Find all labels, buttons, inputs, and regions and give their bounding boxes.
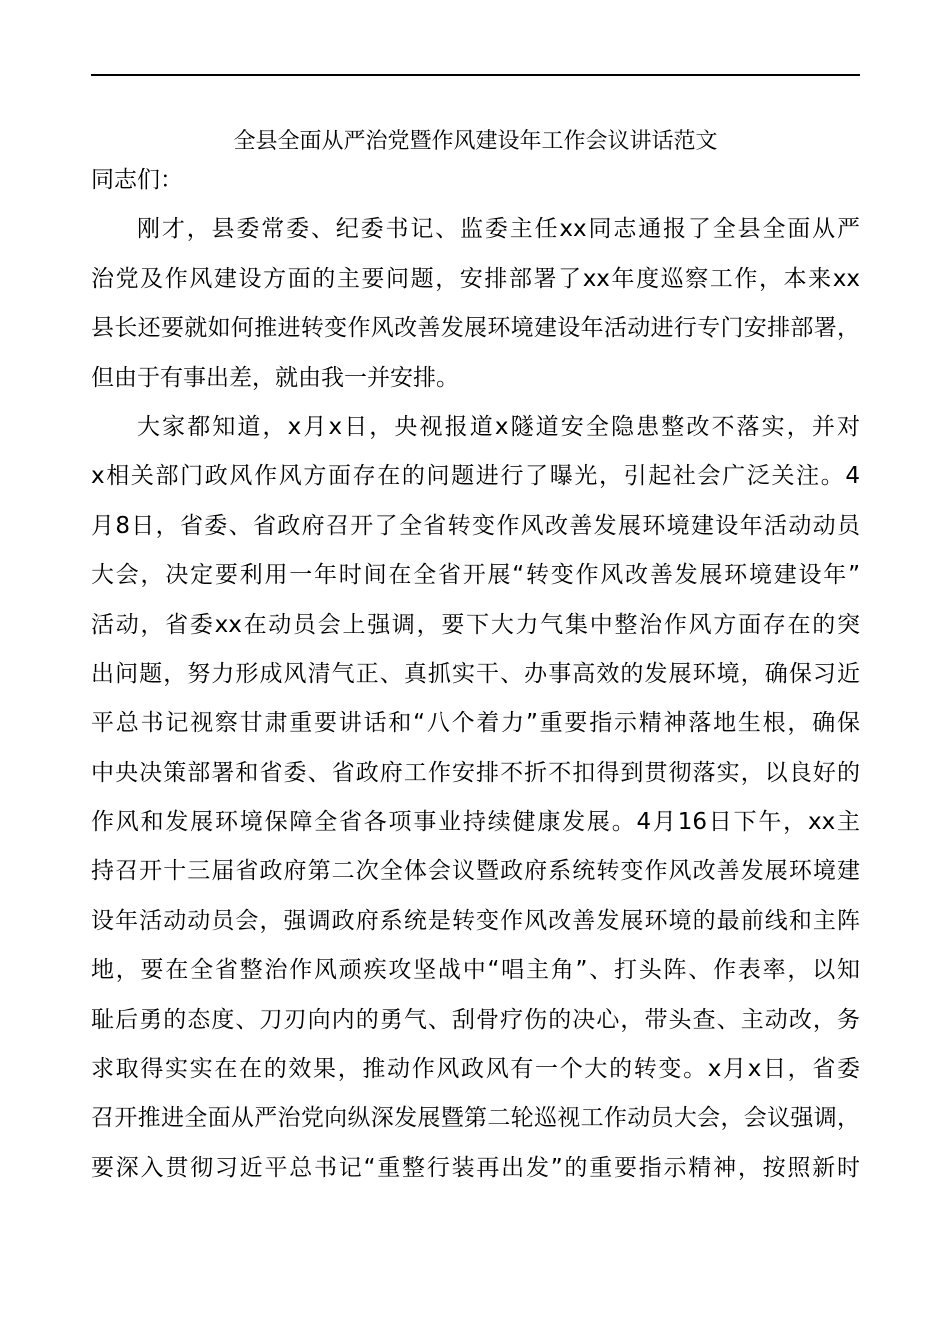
paragraph-line: 求取得实实在在的效果，推动作风政风有一个大的转变。x月x日，省委 (91, 1056, 860, 1083)
paragraph-line: 县长还要就如何推进转变作风改善发展环境建设年活动进行专门安排部署， (91, 315, 860, 342)
paragraph-line: 活动，省委xx在动员会上强调，要下大力气集中整治作风方面存在的突 (91, 611, 860, 638)
paragraph-line: 设年活动动员会，强调政府系统是转变作风改善发展环境的最前线和主阵 (91, 907, 860, 934)
paragraph-line: 召开推进全面从严治党向纵深发展暨第二轮巡视工作动员大会，会议强调， (91, 1105, 860, 1132)
paragraph-line: 平总书记视察甘肃重要讲话和“八个着力”重要指示精神落地生根，确保 (91, 710, 860, 737)
paragraph-line: 作风和发展环境保障全省各项事业持续健康发展。4月16日下午，xx主 (91, 809, 860, 836)
header-rule (91, 74, 860, 76)
paragraph-1 (91, 205, 860, 403)
paragraph-line: x相关部门政风作风方面存在的问题进行了曝光，引起社会广泛关注。4 (91, 463, 860, 490)
paragraph-line: 出问题，努力形成风清气正、真抓实干、办事高效的发展环境，确保习近 (91, 660, 860, 687)
paragraph-line: 但由于有事出差，就由我一并安排。 (91, 364, 459, 391)
paragraph-line: 地，要在全省整治作风顽疾攻坚战中“唱主角”、打头阵、作表率，以知 (91, 957, 860, 984)
salutation: 同志们： (91, 167, 183, 193)
paragraph-line: 耻后勇的态度、刀刃向内的勇气、刮骨疗伤的决心，带头查、主动改，务 (91, 1006, 860, 1033)
paragraph-line: 持召开十三届省政府第二次全体会议暨政府系统转变作风改善发展环境建 (91, 858, 860, 885)
paragraph-line: 中央决策部署和省委、省政府工作安排不折不扣得到贯彻落实，以良好的 (91, 759, 860, 786)
paragraph-2 (91, 403, 860, 1193)
paragraph-line: 大家都知道，x月x日，央视报道x隧道安全隐患整改不落实，并对 (137, 413, 860, 440)
document-title: 全县全面从严治党暨作风建设年工作会议讲话范文 (233, 129, 718, 154)
paragraph-line: 月8日，省委、省政府召开了全省转变作风改善发展环境建设年活动动员 (91, 512, 860, 539)
paragraph-line: 刚才，县委常委、纪委书记、监委主任xx同志通报了全县全面从严 (137, 216, 860, 243)
paragraph-line: 治党及作风建设方面的主要问题，安排部署了xx年度巡察工作，本来xx (91, 265, 860, 292)
paragraph-line: 要深入贯彻习近平总书记“重整行装再出发”的重要指示精神，按照新时 (91, 1154, 860, 1181)
document-body (91, 156, 860, 1193)
paragraph-line: 大会，决定要利用一年时间在全省开展“转变作风改善发展环境建设年” (91, 562, 860, 589)
